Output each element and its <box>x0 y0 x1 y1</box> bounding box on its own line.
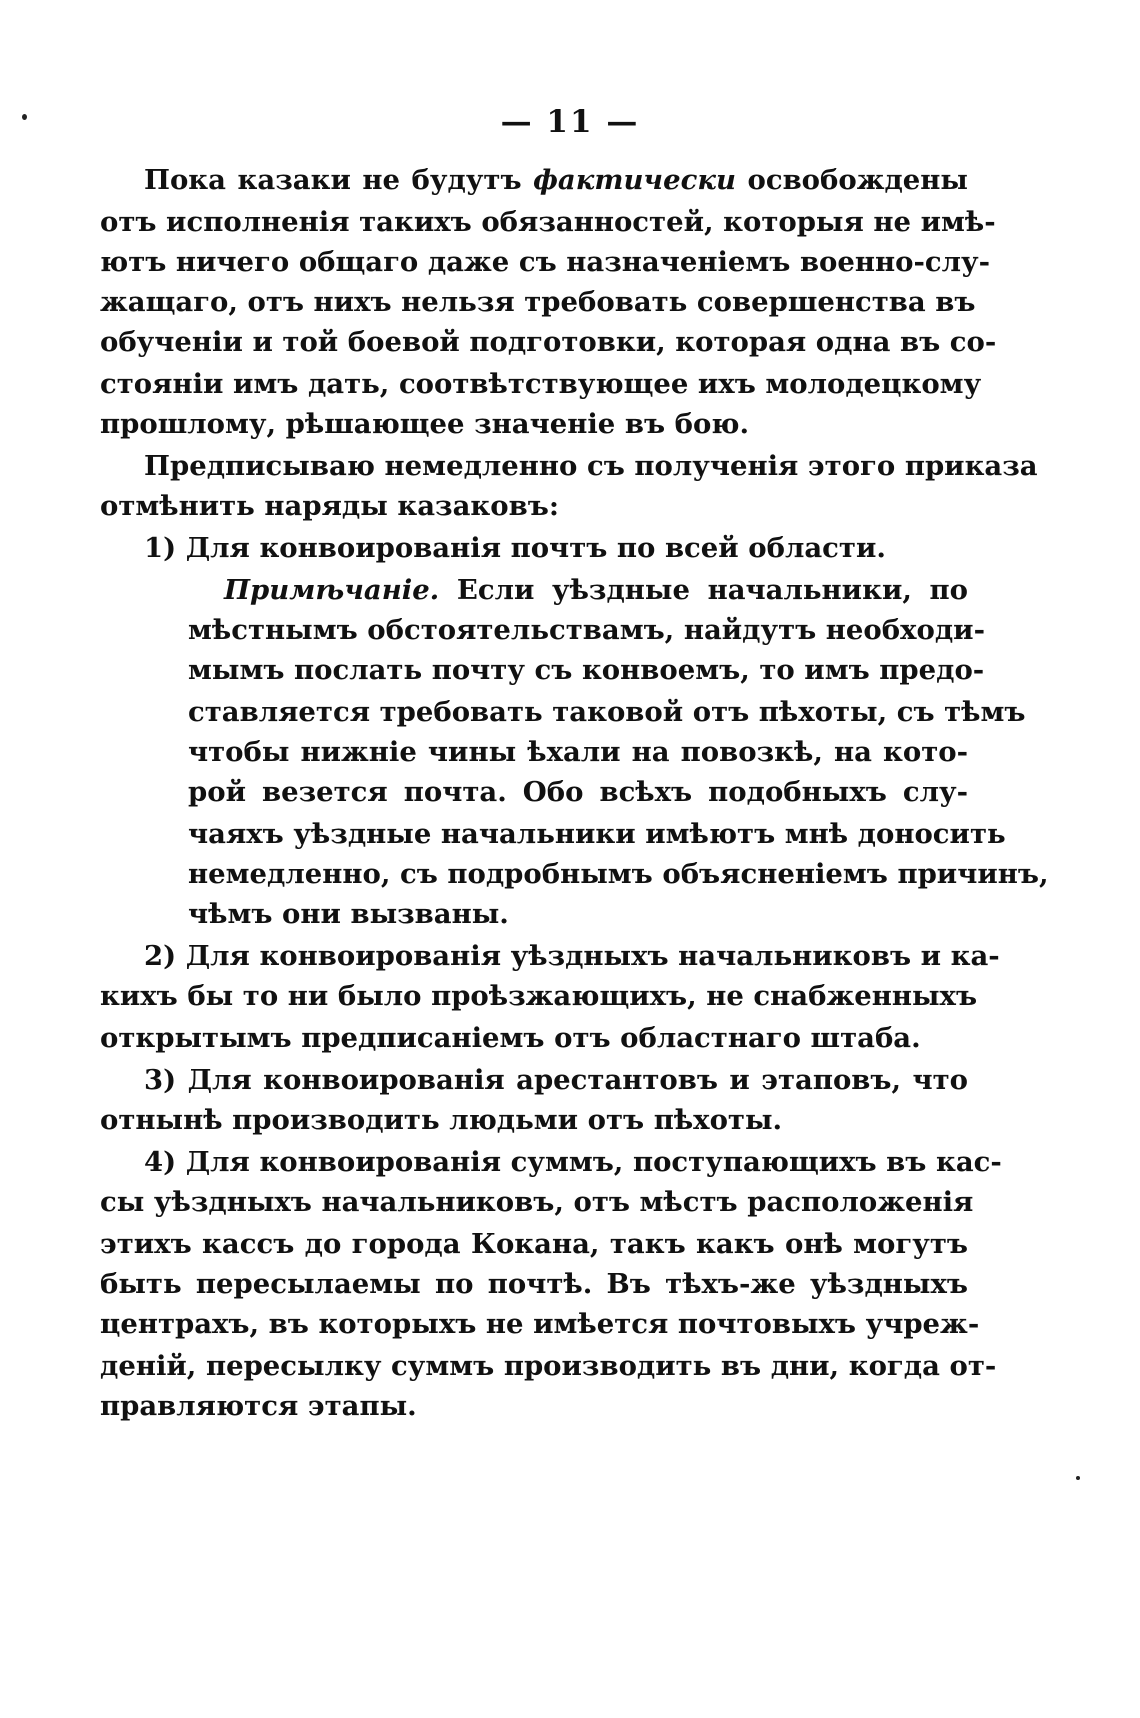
line-text: отнынѣ производить людьми отъ пѣхоты. <box>100 1104 783 1136</box>
line-text: отмѣнить наряды казаковъ: <box>100 490 559 522</box>
line-text: 1) Для конвоированія почтъ по всей области. <box>144 532 886 564</box>
text-line <box>144 526 968 570</box>
line-text: 2) Для конвоированія уѣздныхъ начальниковъ и ка- <box>144 940 1000 972</box>
line-text: Предписываю немедленно съ полученія этого приказа <box>144 450 1038 482</box>
line-text: ютъ ничего общаго даже съ назначеніемъ военно-слу- <box>100 246 991 278</box>
text-line <box>100 1222 968 1266</box>
line-text: сы уѣздныхъ начальниковъ, отъ мѣстъ расположенія <box>100 1186 974 1218</box>
text-line <box>100 1180 974 1224</box>
line-text: немедленно, съ подробнымъ объясненіемъ причинъ, <box>188 858 1049 890</box>
text-line <box>188 770 968 814</box>
text-line <box>100 320 997 364</box>
line-text: правляются этапы. <box>100 1390 417 1422</box>
page-number: — 11 — <box>500 104 640 140</box>
text-line <box>188 648 985 692</box>
line-text: освобождены <box>735 164 968 196</box>
text-line <box>100 1016 968 1060</box>
text-line <box>188 608 985 652</box>
line-text: чѣмъ они вызваны. <box>188 898 509 930</box>
text-line <box>144 1140 1002 1184</box>
text-line <box>144 1058 968 1102</box>
line-text: деній, пересылку суммъ производить въ дни, когда от- <box>100 1350 997 1382</box>
line-text: рой везется почта. Обо всѣхъ подобныхъ слу- <box>188 776 968 808</box>
italic-term: фактически <box>533 164 736 196</box>
text-line <box>224 568 968 612</box>
text-line <box>100 280 976 324</box>
text-line <box>100 402 968 446</box>
text-line <box>144 444 1038 488</box>
text-line <box>100 200 996 244</box>
line-text: мымъ послать почту съ конвоемъ, то имъ предо- <box>188 654 985 686</box>
text-line <box>100 240 991 284</box>
line-text: стояніи имъ дать, соотвѣтствующее ихъ молодецкому <box>100 368 982 400</box>
line-text: мѣстнымъ обстоятельствамъ, найдутъ необходи- <box>188 614 985 646</box>
italic-term: Примѣчаніе. <box>224 574 440 606</box>
line-text: прошлому, рѣшающее значеніе въ бою. <box>100 408 750 440</box>
line-text: 3) Для конвоированія арестантовъ и этаповъ, что <box>144 1064 968 1096</box>
line-text: чтобы нижніе чины ѣхали на повозкѣ, на кото- <box>188 736 968 768</box>
line-text: жащаго, отъ нихъ нельзя требовать совершенства въ <box>100 286 976 318</box>
line-text: центрахъ, въ которыхъ не имѣется почтовыхъ учреж- <box>100 1308 980 1340</box>
text-line <box>188 852 1049 896</box>
text-line <box>100 1098 968 1142</box>
line-text: этихъ кассъ до города Кокана, такъ какъ онѣ могутъ <box>100 1228 968 1260</box>
text-line <box>100 1302 980 1346</box>
text-line <box>188 812 1006 856</box>
scan-speck <box>1076 1476 1080 1480</box>
line-text: отъ исполненія такихъ обязанностей, которыя не имѣ- <box>100 206 996 238</box>
text-line <box>100 974 978 1018</box>
text-line <box>100 484 968 528</box>
text-line <box>188 730 968 774</box>
text-line <box>188 690 1026 734</box>
text-line <box>100 1384 968 1428</box>
line-text: Пока казаки не будутъ <box>144 164 534 196</box>
line-text: ставляется требовать таковой отъ пѣхоты, съ тѣмъ <box>188 696 1026 728</box>
line-text: кихъ бы то ни было проѣзжающихъ, не снабженныхъ <box>100 980 978 1012</box>
text-line <box>144 934 1000 978</box>
line-text: 4) Для конвоированія суммъ, поступающихъ въ кас- <box>144 1146 1002 1178</box>
line-text: открытымъ предписаніемъ отъ областнаго штаба. <box>100 1022 921 1054</box>
text-line <box>144 158 968 202</box>
line-text: чаяхъ уѣздные начальники имѣютъ мнѣ доносить <box>188 818 1006 850</box>
line-text: быть пересылаемы по почтѣ. Въ тѣхъ-же уѣздныхъ <box>100 1268 968 1300</box>
text-line <box>100 362 982 406</box>
text-line <box>100 1262 968 1306</box>
text-line <box>100 1344 997 1388</box>
line-text: обученіи и той боевой подготовки, которая одна въ со- <box>100 326 997 358</box>
line-text: Если уѣздные начальники, по <box>439 574 968 606</box>
text-line <box>188 892 968 936</box>
